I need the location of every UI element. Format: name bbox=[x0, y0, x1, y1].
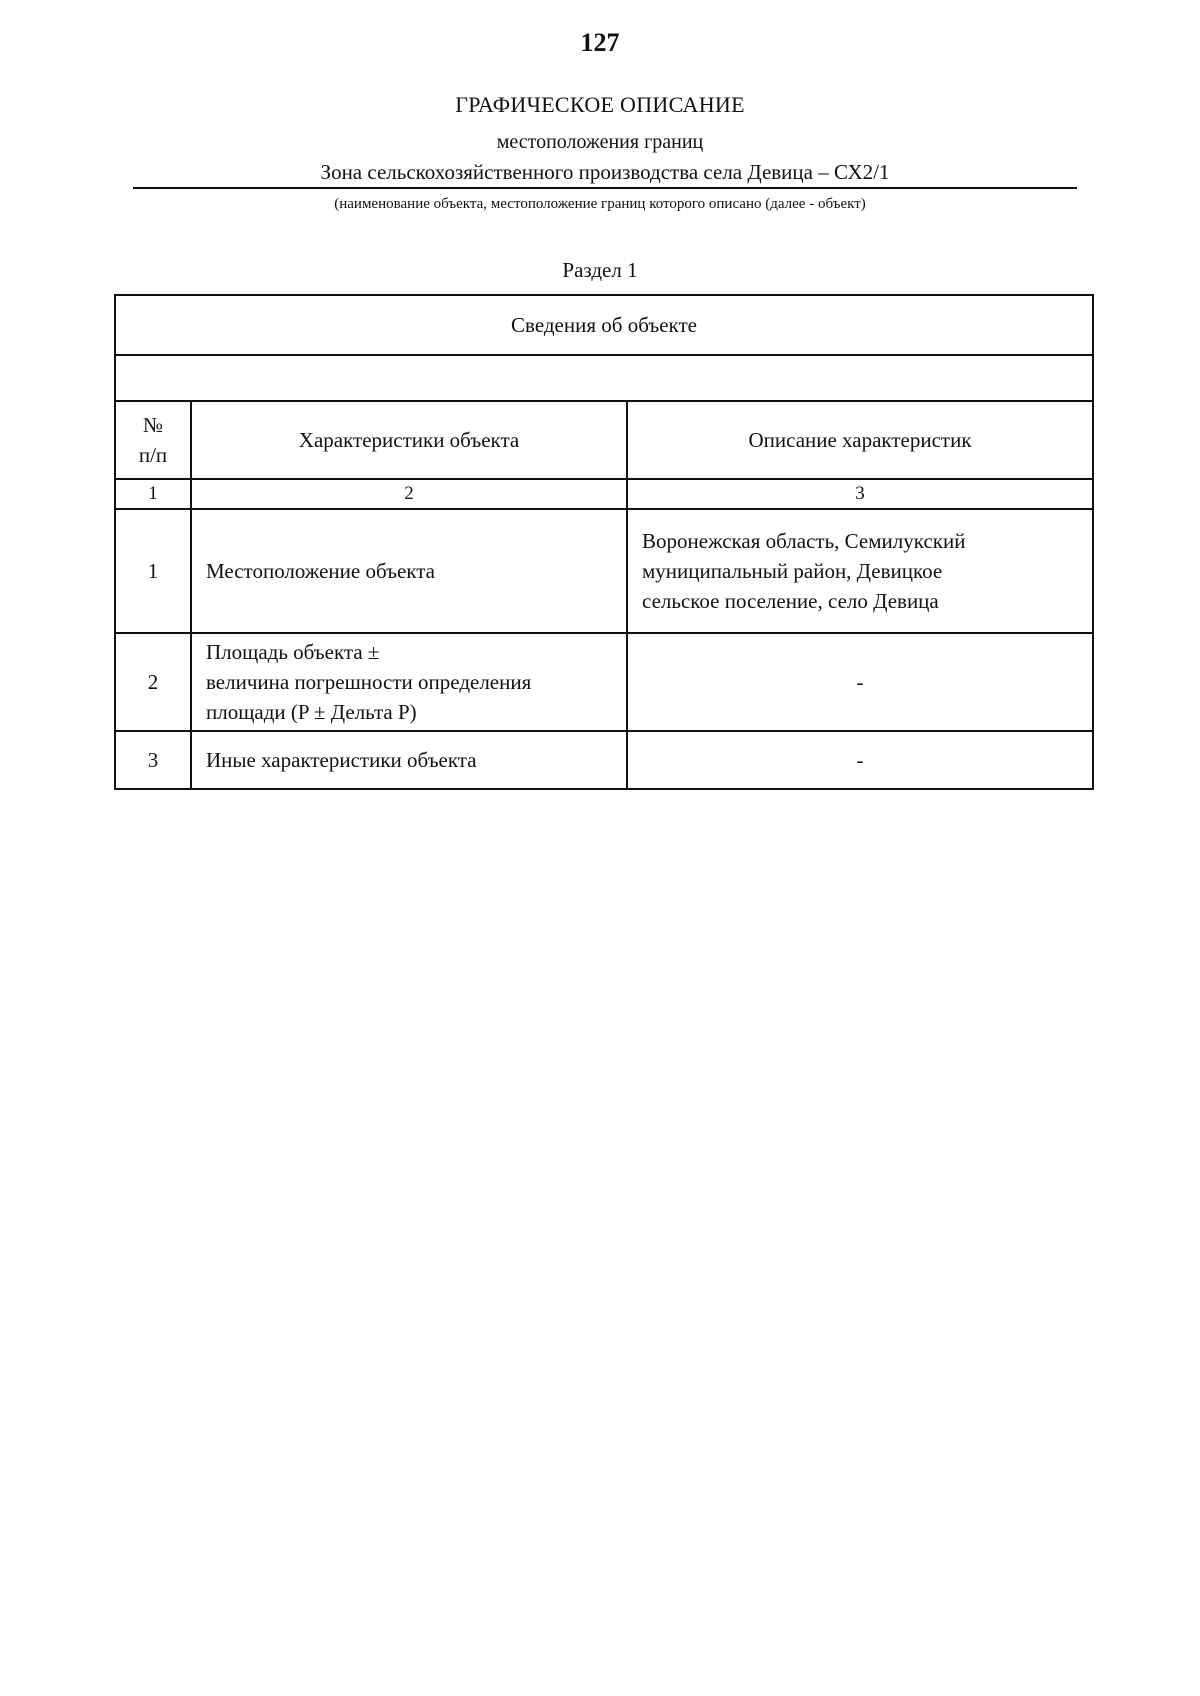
column-number: 2 bbox=[191, 479, 627, 509]
table-empty-row bbox=[115, 355, 1093, 401]
table-row bbox=[115, 509, 1093, 633]
row-number: 2 bbox=[115, 633, 191, 731]
column-header-number bbox=[115, 401, 191, 479]
row-characteristic: Местоположение объекта bbox=[191, 509, 627, 633]
row-description-line: сельское поселение, село Девица bbox=[642, 589, 939, 613]
row-characteristic-line: площади (P ± Дельта P) bbox=[206, 700, 417, 724]
row-characteristic-line: Площадь объекта ± bbox=[206, 640, 380, 664]
row-description-line: муниципальный район, Девицкое bbox=[642, 559, 943, 583]
table-row bbox=[115, 731, 1093, 789]
object-info-table bbox=[114, 294, 1094, 790]
row-characteristic-line: величина погрешности определения bbox=[206, 670, 532, 694]
row-characteristic bbox=[191, 633, 627, 731]
row-number: 3 bbox=[115, 731, 191, 789]
row-characteristic: Иные характеристики объекта bbox=[191, 731, 627, 789]
table-row bbox=[115, 633, 1093, 731]
document-title: ГРАФИЧЕСКОЕ ОПИСАНИЕ bbox=[455, 92, 745, 117]
row-description: - bbox=[627, 731, 1093, 789]
column-header-row bbox=[115, 401, 1093, 479]
table-empty-cell bbox=[115, 355, 1093, 401]
document-subtitle: местоположения границ bbox=[496, 131, 704, 153]
table-heading: Сведения об объекте bbox=[115, 295, 1093, 355]
column-number: 3 bbox=[627, 479, 1093, 509]
column-header-description: Описание характеристик bbox=[627, 401, 1093, 479]
section-title: Раздел 1 bbox=[562, 258, 638, 282]
object-name: Зона сельскохозяйственного производства села Девица – СХ2/1 bbox=[133, 160, 1077, 189]
table-heading-row bbox=[115, 295, 1093, 355]
column-header-number-line2: п/п bbox=[138, 443, 168, 467]
column-number: 1 bbox=[115, 479, 191, 509]
object-name-caption: (наименование объекта, местоположение границ которого описано (далее - объект) bbox=[334, 196, 866, 212]
column-number-row bbox=[115, 479, 1093, 509]
page-number: 127 bbox=[580, 28, 620, 57]
row-description bbox=[627, 509, 1093, 633]
row-description: - bbox=[627, 633, 1093, 731]
column-header-number-line1: № bbox=[142, 413, 164, 437]
column-header-characteristics: Характеристики объекта bbox=[191, 401, 627, 479]
row-description-line: Воронежская область, Семилукский bbox=[642, 529, 966, 553]
row-number: 1 bbox=[115, 509, 191, 633]
